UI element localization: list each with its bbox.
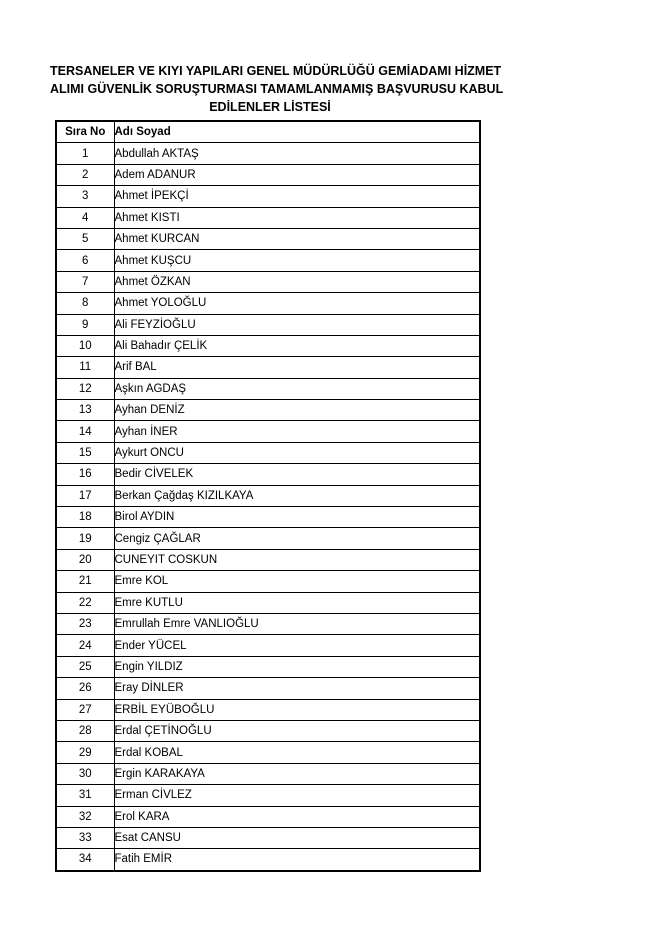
row-number: 24 — [56, 635, 114, 656]
row-number: 22 — [56, 592, 114, 613]
row-full-name: Ahmet YOLOĞLU — [114, 293, 480, 314]
row-full-name: Emrullah Emre VANLIOĞLU — [114, 613, 480, 634]
row-full-name: Ahmet KUŞCU — [114, 250, 480, 271]
row-full-name: Ahmet ÖZKAN — [114, 271, 480, 292]
row-number: 17 — [56, 485, 114, 506]
table-row — [56, 250, 480, 271]
title-line: ALIMI GÜVENLİK SORUŞTURMASI TAMAMLANMAMIŞ BAŞVURUSU KABUL — [50, 82, 504, 96]
row-number: 31 — [56, 785, 114, 806]
row-number: 12 — [56, 378, 114, 399]
table-row — [56, 271, 480, 292]
row-full-name: Cengiz ÇAĞLAR — [114, 528, 480, 549]
table-row — [56, 742, 480, 763]
table-row — [56, 143, 480, 164]
row-full-name: Birol AYDIN — [114, 507, 480, 528]
row-full-name: Arif BAL — [114, 357, 480, 378]
row-full-name: Erdal KOBAL — [114, 742, 480, 763]
row-number: 28 — [56, 720, 114, 741]
row-number: 10 — [56, 335, 114, 356]
row-full-name: Eray DİNLER — [114, 678, 480, 699]
row-full-name: Ender YÜCEL — [114, 635, 480, 656]
row-number: 25 — [56, 656, 114, 677]
row-full-name: Ahmet İPEKÇİ — [114, 186, 480, 207]
row-full-name: Ahmet KISTI — [114, 207, 480, 228]
row-full-name: Esat CANSU — [114, 827, 480, 848]
row-full-name: Ali FEYZİOĞLU — [114, 314, 480, 335]
row-number: 2 — [56, 164, 114, 185]
row-number: 14 — [56, 421, 114, 442]
table-row — [56, 849, 480, 871]
table-row — [56, 464, 480, 485]
row-number: 20 — [56, 549, 114, 570]
table-header-row — [56, 121, 480, 143]
row-number: 23 — [56, 613, 114, 634]
row-full-name: Ayhan DENİZ — [114, 400, 480, 421]
table-row — [56, 635, 480, 656]
row-number: 8 — [56, 293, 114, 314]
row-number: 5 — [56, 228, 114, 249]
row-full-name: CUNEYIT COSKUN — [114, 549, 480, 570]
row-number: 30 — [56, 763, 114, 784]
row-number: 18 — [56, 507, 114, 528]
table-row — [56, 378, 480, 399]
table-row — [56, 293, 480, 314]
row-full-name: Ergin KARAKAYA — [114, 763, 480, 784]
row-number: 33 — [56, 827, 114, 848]
row-full-name: Abdullah AKTAŞ — [114, 143, 480, 164]
table-row — [56, 613, 480, 634]
column-header-sira-no: Sıra No — [56, 121, 114, 143]
row-number: 13 — [56, 400, 114, 421]
table-row — [56, 549, 480, 570]
row-full-name: ERBİL EYÜBOĞLU — [114, 699, 480, 720]
row-number: 4 — [56, 207, 114, 228]
row-full-name: Emre KOL — [114, 571, 480, 592]
row-number: 9 — [56, 314, 114, 335]
applicant-table — [55, 120, 481, 872]
table-row — [56, 357, 480, 378]
title-line: TERSANELER VE KIYI YAPILARI GENEL MÜDÜRLÜĞÜ GEMİADAMI HİZMET — [50, 64, 502, 78]
row-number: 32 — [56, 806, 114, 827]
row-full-name: Ayhan İNER — [114, 421, 480, 442]
row-number: 29 — [56, 742, 114, 763]
table-row — [56, 763, 480, 784]
table-row — [56, 699, 480, 720]
row-full-name: Adem ADANUR — [114, 164, 480, 185]
row-number: 1 — [56, 143, 114, 164]
table-row — [56, 314, 480, 335]
table-row — [56, 678, 480, 699]
table-row — [56, 528, 480, 549]
row-number: 6 — [56, 250, 114, 271]
table-row — [56, 485, 480, 506]
table-row — [56, 207, 480, 228]
table-row — [56, 335, 480, 356]
row-number: 11 — [56, 357, 114, 378]
row-full-name: Ali Bahadır ÇELİK — [114, 335, 480, 356]
table-row — [56, 442, 480, 463]
row-full-name: Aşkın AGDAŞ — [114, 378, 480, 399]
row-full-name: Ahmet KURCAN — [114, 228, 480, 249]
row-full-name: Engin YILDIZ — [114, 656, 480, 677]
row-number: 7 — [56, 271, 114, 292]
document-title — [50, 62, 504, 116]
row-full-name: Fatih EMİR — [114, 849, 480, 871]
column-header-adi-soyad: Adı Soyad — [114, 121, 480, 143]
title-line: EDİLENLER LİSTESİ — [209, 100, 331, 114]
row-full-name: Bedir CİVELEK — [114, 464, 480, 485]
row-full-name: Aykurt ONCU — [114, 442, 480, 463]
table-row — [56, 720, 480, 741]
row-number: 34 — [56, 849, 114, 871]
row-number: 15 — [56, 442, 114, 463]
row-number: 19 — [56, 528, 114, 549]
table-row — [56, 186, 480, 207]
table-row — [56, 806, 480, 827]
table-row — [56, 507, 480, 528]
row-full-name: Emre KUTLU — [114, 592, 480, 613]
table-row — [56, 400, 480, 421]
row-number: 16 — [56, 464, 114, 485]
table-row — [56, 164, 480, 185]
row-number: 26 — [56, 678, 114, 699]
table-row — [56, 592, 480, 613]
table-row — [56, 571, 480, 592]
table-row — [56, 656, 480, 677]
row-full-name: Berkan Çağdaş KIZILKAYA — [114, 485, 480, 506]
row-full-name: Erdal ÇETİNOĞLU — [114, 720, 480, 741]
table-row — [56, 421, 480, 442]
row-number: 3 — [56, 186, 114, 207]
row-full-name: Erman CİVLEZ — [114, 785, 480, 806]
table-row — [56, 785, 480, 806]
table-row — [56, 228, 480, 249]
row-full-name: Erol KARA — [114, 806, 480, 827]
table-row — [56, 827, 480, 848]
row-number: 27 — [56, 699, 114, 720]
row-number: 21 — [56, 571, 114, 592]
